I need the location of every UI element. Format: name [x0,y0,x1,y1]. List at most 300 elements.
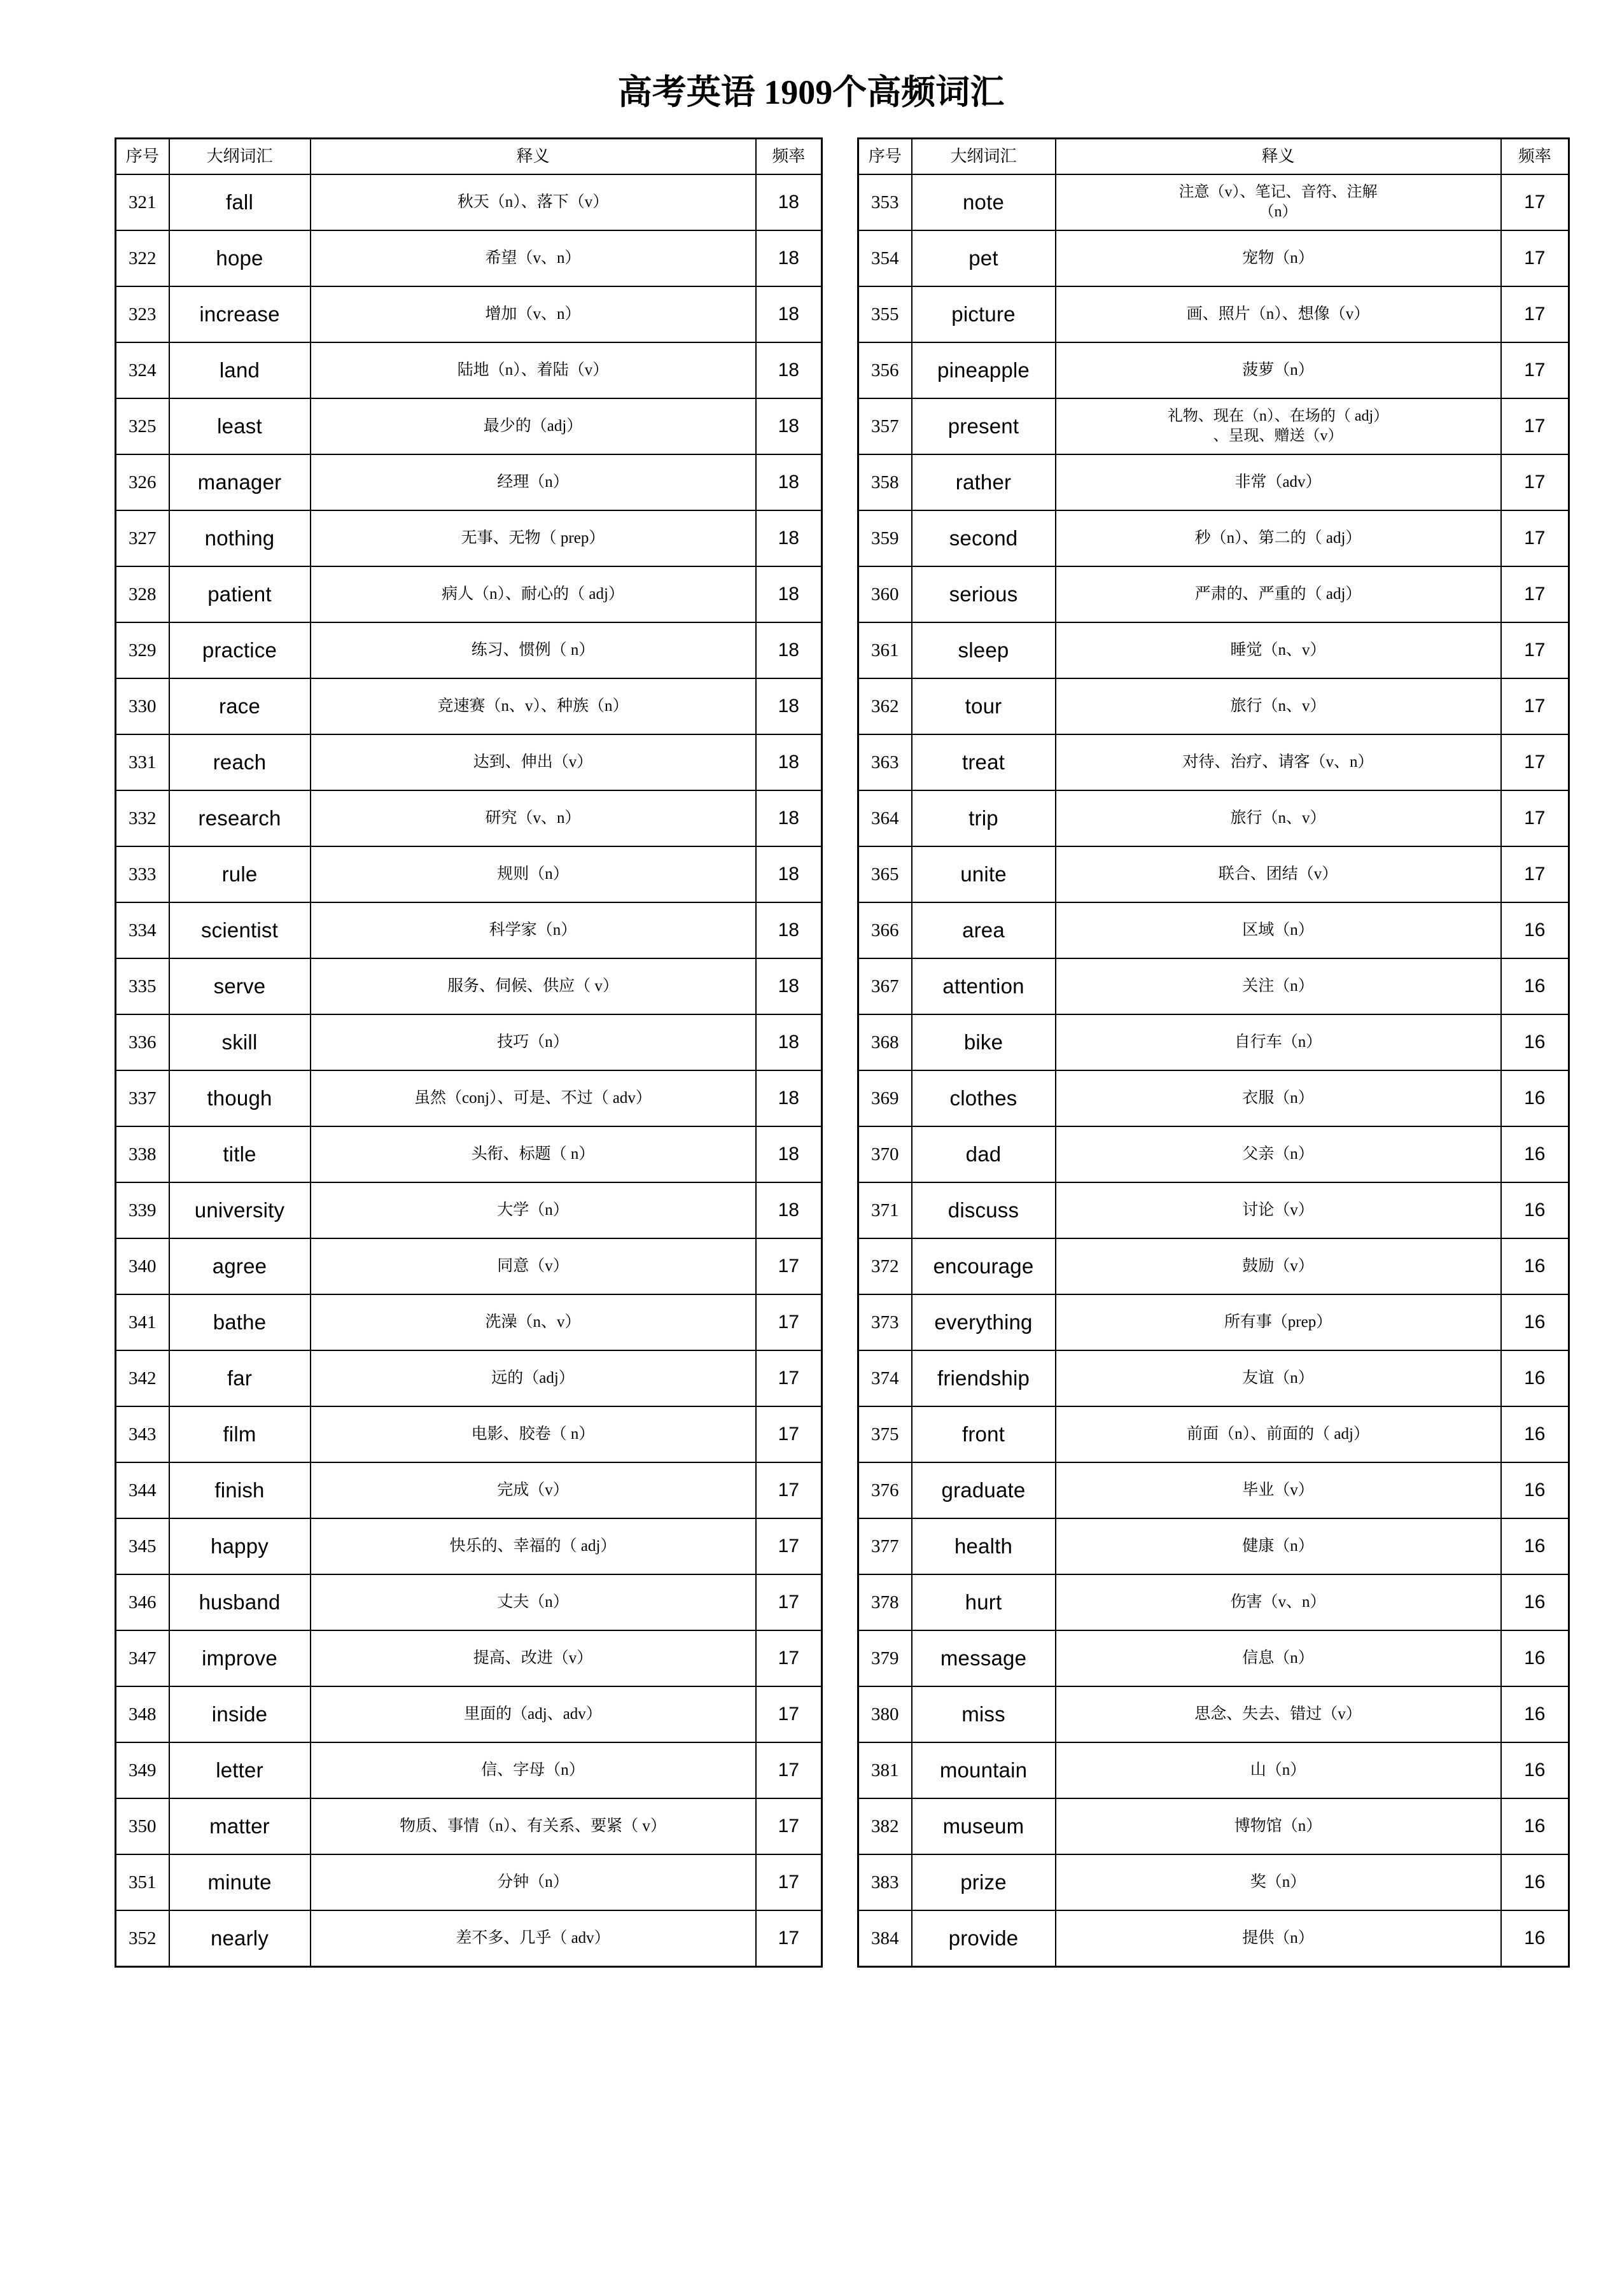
cell-frequency: 16 [1501,1406,1569,1462]
cell-frequency: 18 [756,622,822,678]
table-row [116,1854,822,1910]
cell-word: message [912,1630,1056,1686]
cell-index: 358 [858,454,912,510]
cell-frequency: 16 [1501,1070,1569,1126]
table-row [858,1182,1569,1238]
table-row [116,286,822,342]
cell-definition: 经理（n） [311,454,756,510]
cell-index: 369 [858,1070,912,1126]
cell-word: finish [169,1462,311,1518]
table-row [116,1406,822,1462]
table-row [858,342,1569,398]
cell-definition: 提供（n） [1056,1910,1501,1967]
column-header-definition: 释义 [1056,139,1501,175]
cell-definition: 快乐的、幸福的（ adj） [311,1518,756,1574]
cell-index: 381 [858,1742,912,1798]
table-row [858,1406,1569,1462]
cell-definition: 同意（v） [311,1238,756,1294]
cell-index: 371 [858,1182,912,1238]
cell-definition: 无事、无物（ prep） [311,510,756,566]
table-row [116,1014,822,1070]
cell-word: reach [169,734,311,790]
cell-definition: 联合、团结（v） [1056,846,1501,902]
cell-word: encourage [912,1238,1056,1294]
column-header-word: 大纲词汇 [912,139,1056,175]
cell-frequency: 18 [756,230,822,286]
cell-definition: 鼓励（v） [1056,1238,1501,1294]
cell-word: far [169,1350,311,1406]
cell-index: 367 [858,958,912,1014]
cell-index: 329 [116,622,169,678]
cell-definition: 宠物（n） [1056,230,1501,286]
cell-index: 380 [858,1686,912,1742]
cell-frequency: 16 [1501,1798,1569,1854]
cell-word: manager [169,454,311,510]
cell-definition: 前面（n）、前面的（ adj） [1056,1406,1501,1462]
cell-word: serve [169,958,311,1014]
cell-frequency: 17 [756,1798,822,1854]
table-row [116,622,822,678]
cell-word: friendship [912,1350,1056,1406]
table-row [858,1854,1569,1910]
cell-definition: 礼物、现在（n）、在场的（ adj） 、呈现、赠送（v） [1056,398,1501,454]
cell-definition: 增加（v、n） [311,286,756,342]
cell-definition: 伤害（v、n） [1056,1574,1501,1630]
cell-index: 363 [858,734,912,790]
cell-frequency: 17 [1501,566,1569,622]
cell-definition: 差不多、几乎（ adv） [311,1910,756,1967]
table-row [116,678,822,734]
table-row [858,174,1569,230]
table-row [858,678,1569,734]
cell-index: 340 [116,1238,169,1294]
cell-frequency: 16 [1501,958,1569,1014]
cell-index: 342 [116,1350,169,1406]
table-row [116,1798,822,1854]
cell-index: 330 [116,678,169,734]
cell-frequency: 16 [1501,1686,1569,1742]
cell-frequency: 18 [756,846,822,902]
cell-index: 359 [858,510,912,566]
cell-definition: 菠萝（n） [1056,342,1501,398]
cell-word: health [912,1518,1056,1574]
cell-definition: 最少的（adj） [311,398,756,454]
cell-frequency: 17 [756,1238,822,1294]
cell-word: prize [912,1854,1056,1910]
cell-index: 336 [116,1014,169,1070]
cell-word: mountain [912,1742,1056,1798]
cell-word: research [169,790,311,846]
cell-index: 375 [858,1406,912,1462]
cell-frequency: 18 [756,958,822,1014]
cell-word: hurt [912,1574,1056,1630]
cell-index: 376 [858,1462,912,1518]
cell-word: rule [169,846,311,902]
cell-word: attention [912,958,1056,1014]
cell-index: 345 [116,1518,169,1574]
table-row [116,174,822,230]
cell-definition: 自行车（n） [1056,1014,1501,1070]
cell-definition: 所有事（prep） [1056,1294,1501,1350]
page-title: 高考英语 1909个高频词汇 [617,73,1005,111]
vocabulary-tables-container [115,137,1566,1968]
cell-definition: 注意（v）、笔记、音符、注解 （n） [1056,174,1501,230]
cell-word: hope [169,230,311,286]
cell-word: letter [169,1742,311,1798]
cell-frequency: 17 [756,1406,822,1462]
table-row [858,958,1569,1014]
cell-index: 365 [858,846,912,902]
cell-frequency: 17 [1501,286,1569,342]
cell-word: dad [912,1126,1056,1182]
cell-frequency: 16 [1501,1574,1569,1630]
cell-word: serious [912,566,1056,622]
cell-frequency: 18 [756,398,822,454]
table-row [116,1182,822,1238]
table-row [116,1910,822,1967]
cell-word: sleep [912,622,1056,678]
cell-frequency: 16 [1501,1462,1569,1518]
cell-index: 357 [858,398,912,454]
cell-index: 356 [858,342,912,398]
cell-index: 355 [858,286,912,342]
cell-frequency: 18 [756,286,822,342]
cell-index: 349 [116,1742,169,1798]
cell-word: nothing [169,510,311,566]
cell-index: 353 [858,174,912,230]
cell-index: 328 [116,566,169,622]
cell-definition: 里面的（adj、adv） [311,1686,756,1742]
table-row [116,1294,822,1350]
table-row [858,1014,1569,1070]
cell-index: 352 [116,1910,169,1967]
cell-index: 384 [858,1910,912,1967]
cell-word: skill [169,1014,311,1070]
table-row [858,398,1569,454]
cell-frequency: 17 [756,1910,822,1967]
cell-frequency: 17 [756,1630,822,1686]
cell-definition: 竞速赛（n、v）、种族（n） [311,678,756,734]
cell-word: scientist [169,902,311,958]
cell-word: miss [912,1686,1056,1742]
table-row [858,846,1569,902]
column-header-frequency: 频率 [756,139,822,175]
cell-index: 324 [116,342,169,398]
cell-frequency: 17 [1501,230,1569,286]
cell-index: 360 [858,566,912,622]
cell-frequency: 18 [756,1126,822,1182]
cell-index: 372 [858,1238,912,1294]
cell-index: 323 [116,286,169,342]
cell-index: 370 [858,1126,912,1182]
table-row [116,510,822,566]
cell-frequency: 16 [1501,1294,1569,1350]
cell-definition: 睡觉（n、v） [1056,622,1501,678]
cell-index: 382 [858,1798,912,1854]
cell-index: 377 [858,1518,912,1574]
cell-word: husband [169,1574,311,1630]
cell-definition: 希望（v、n） [311,230,756,286]
cell-index: 341 [116,1294,169,1350]
cell-frequency: 17 [1501,174,1569,230]
cell-frequency: 16 [1501,1854,1569,1910]
cell-definition: 达到、伸出（v） [311,734,756,790]
cell-index: 351 [116,1854,169,1910]
cell-definition: 陆地（n）、着陆（v） [311,342,756,398]
cell-definition: 山（n） [1056,1742,1501,1798]
cell-definition: 科学家（n） [311,902,756,958]
cell-definition: 父亲（n） [1056,1126,1501,1182]
cell-index: 368 [858,1014,912,1070]
cell-index: 326 [116,454,169,510]
column-header-definition: 释义 [311,139,756,175]
cell-frequency: 17 [756,1462,822,1518]
cell-index: 331 [116,734,169,790]
cell-word: bathe [169,1294,311,1350]
cell-index: 350 [116,1798,169,1854]
cell-index: 338 [116,1126,169,1182]
cell-index: 327 [116,510,169,566]
cell-index: 347 [116,1630,169,1686]
cell-frequency: 17 [756,1854,822,1910]
cell-index: 383 [858,1854,912,1910]
cell-frequency: 17 [1501,622,1569,678]
cell-definition: 关注（n） [1056,958,1501,1014]
cell-word: provide [912,1910,1056,1967]
cell-frequency: 17 [1501,678,1569,734]
cell-definition: 物质、事情（n）、有关系、要紧（ v） [311,1798,756,1854]
cell-word: happy [169,1518,311,1574]
table-row [116,342,822,398]
cell-word: clothes [912,1070,1056,1126]
table-row [858,1574,1569,1630]
table-row [858,734,1569,790]
table-row [858,1350,1569,1406]
cell-definition: 分钟（n） [311,1854,756,1910]
cell-word: second [912,510,1056,566]
table-row [858,1294,1569,1350]
cell-definition: 练习、惯例（ n） [311,622,756,678]
table-row [858,1910,1569,1967]
cell-frequency: 17 [756,1350,822,1406]
cell-frequency: 16 [1501,1910,1569,1967]
cell-word: race [169,678,311,734]
cell-word: land [169,342,311,398]
cell-word: though [169,1070,311,1126]
cell-definition: 电影、胶卷（ n） [311,1406,756,1462]
cell-index: 344 [116,1462,169,1518]
cell-frequency: 16 [1501,1238,1569,1294]
cell-index: 321 [116,174,169,230]
cell-definition: 思念、失去、错过（v） [1056,1686,1501,1742]
cell-definition: 服务、伺候、供应（ v） [311,958,756,1014]
table-row [116,1350,822,1406]
table-row [858,1518,1569,1574]
column-header-index: 序号 [116,139,169,175]
cell-word: present [912,398,1056,454]
cell-index: 334 [116,902,169,958]
cell-frequency: 18 [756,902,822,958]
cell-word: picture [912,286,1056,342]
cell-word: rather [912,454,1056,510]
table-header-row [858,139,1569,175]
cell-word: pet [912,230,1056,286]
cell-definition: 友谊（n） [1056,1350,1501,1406]
cell-definition: 旅行（n、v） [1056,790,1501,846]
table-row [858,566,1569,622]
cell-frequency: 18 [756,1070,822,1126]
cell-word: practice [169,622,311,678]
vocabulary-table-right-body [858,174,1569,1967]
cell-frequency: 18 [756,1182,822,1238]
table-row [858,510,1569,566]
cell-definition: 区域（n） [1056,902,1501,958]
cell-definition: 旅行（n、v） [1056,678,1501,734]
cell-index: 379 [858,1630,912,1686]
cell-frequency: 17 [756,1294,822,1350]
column-header-frequency: 频率 [1501,139,1569,175]
cell-frequency: 16 [1501,902,1569,958]
table-row [116,1070,822,1126]
cell-index: 373 [858,1294,912,1350]
cell-index: 322 [116,230,169,286]
cell-word: increase [169,286,311,342]
cell-word: minute [169,1854,311,1910]
cell-word: unite [912,846,1056,902]
cell-definition: 虽然（conj）、可是、不过（ adv） [311,1070,756,1126]
table-row [116,398,822,454]
cell-word: pineapple [912,342,1056,398]
cell-word: note [912,174,1056,230]
table-row [858,1462,1569,1518]
cell-word: museum [912,1798,1056,1854]
table-row [858,1686,1569,1742]
cell-word: university [169,1182,311,1238]
cell-frequency: 17 [756,1686,822,1742]
cell-word: title [169,1126,311,1182]
cell-definition: 完成（v） [311,1462,756,1518]
table-row [116,734,822,790]
cell-definition: 毕业（v） [1056,1462,1501,1518]
cell-frequency: 16 [1501,1518,1569,1574]
cell-definition: 洗澡（n、v） [311,1294,756,1350]
cell-definition: 信、字母（n） [311,1742,756,1798]
cell-definition: 秋天（n）、落下（v） [311,174,756,230]
cell-definition: 远的（adj） [311,1350,756,1406]
cell-definition: 画、照片（n）、想像（v） [1056,286,1501,342]
cell-definition: 提高、改进（v） [311,1630,756,1686]
cell-frequency: 17 [1501,342,1569,398]
cell-word: fall [169,174,311,230]
cell-index: 333 [116,846,169,902]
cell-word: agree [169,1238,311,1294]
cell-frequency: 18 [756,790,822,846]
cell-index: 378 [858,1574,912,1630]
cell-frequency: 17 [1501,398,1569,454]
table-row [116,1742,822,1798]
table-row [858,286,1569,342]
cell-word: inside [169,1686,311,1742]
cell-frequency: 18 [756,342,822,398]
cell-definition: 信息（n） [1056,1630,1501,1686]
cell-index: 325 [116,398,169,454]
cell-word: everything [912,1294,1056,1350]
column-header-index: 序号 [858,139,912,175]
cell-definition: 严肃的、严重的（ adj） [1056,566,1501,622]
table-row [858,790,1569,846]
cell-word: tour [912,678,1056,734]
cell-word: graduate [912,1462,1056,1518]
table-row [858,1238,1569,1294]
cell-definition: 衣服（n） [1056,1070,1501,1126]
cell-index: 361 [858,622,912,678]
cell-frequency: 17 [1501,510,1569,566]
cell-definition: 病人（n）、耐心的（ adj） [311,566,756,622]
cell-index: 332 [116,790,169,846]
table-row [858,1798,1569,1854]
cell-word: trip [912,790,1056,846]
cell-word: bike [912,1014,1056,1070]
cell-frequency: 18 [756,734,822,790]
cell-frequency: 18 [756,1014,822,1070]
table-row [116,454,822,510]
cell-frequency: 18 [756,566,822,622]
vocabulary-table-left-body [116,174,822,1967]
cell-definition: 丈夫（n） [311,1574,756,1630]
table-row [116,230,822,286]
cell-definition: 大学（n） [311,1182,756,1238]
cell-index: 343 [116,1406,169,1462]
table-row [116,790,822,846]
cell-definition: 健康（n） [1056,1518,1501,1574]
table-row [858,1070,1569,1126]
cell-frequency: 17 [1501,454,1569,510]
cell-index: 335 [116,958,169,1014]
cell-index: 374 [858,1350,912,1406]
cell-word: matter [169,1798,311,1854]
cell-definition: 技巧（n） [311,1014,756,1070]
cell-word: patient [169,566,311,622]
cell-frequency: 16 [1501,1182,1569,1238]
table-row [858,622,1569,678]
cell-word: front [912,1406,1056,1462]
cell-index: 348 [116,1686,169,1742]
table-row [116,1630,822,1686]
table-row [116,1518,822,1574]
cell-frequency: 17 [1501,846,1569,902]
cell-word: film [169,1406,311,1462]
cell-index: 337 [116,1070,169,1126]
cell-frequency: 17 [1501,790,1569,846]
cell-word: discuss [912,1182,1056,1238]
table-row [858,454,1569,510]
table-row [858,902,1569,958]
cell-definition: 对待、治疗、请客（v、n） [1056,734,1501,790]
cell-definition: 非常（adv） [1056,454,1501,510]
cell-index: 354 [858,230,912,286]
cell-definition: 头衔、标题（ n） [311,1126,756,1182]
cell-frequency: 18 [756,174,822,230]
cell-definition: 研究（v、n） [311,790,756,846]
cell-definition: 奖（n） [1056,1854,1501,1910]
cell-frequency: 18 [756,510,822,566]
cell-frequency: 16 [1501,1126,1569,1182]
table-row [116,1462,822,1518]
cell-frequency: 16 [1501,1630,1569,1686]
table-row [858,1630,1569,1686]
cell-definition: 博物馆（n） [1056,1798,1501,1854]
cell-word: improve [169,1630,311,1686]
